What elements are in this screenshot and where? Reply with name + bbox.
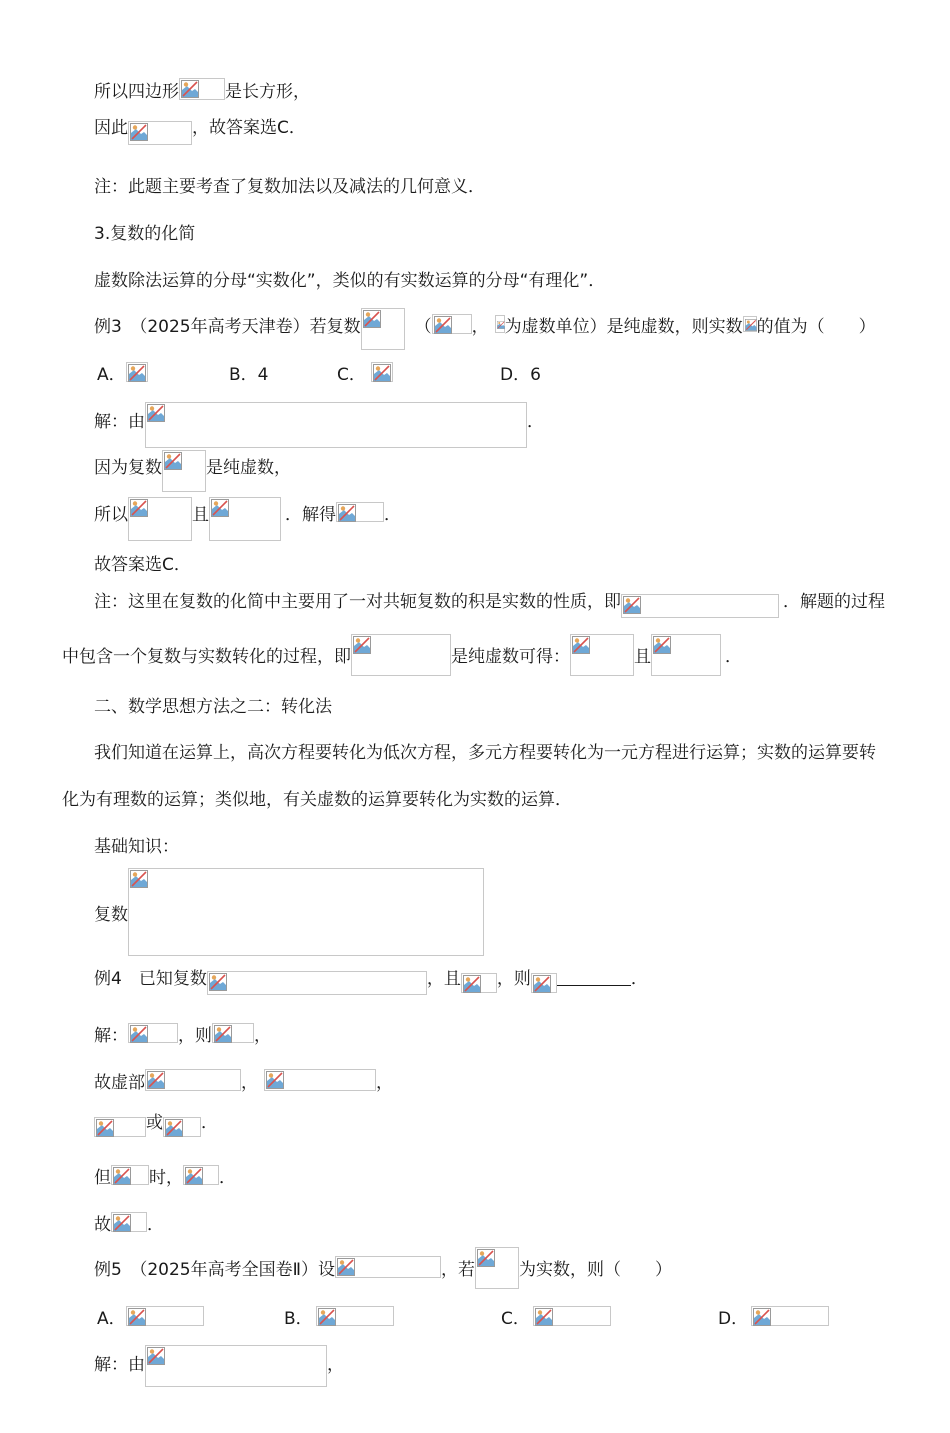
line-1: [94, 75, 310, 103]
text: 且: [192, 504, 209, 525]
text: 例5 （2025年高考全国卷Ⅱ）设: [94, 1259, 335, 1280]
broken-image-icon: [495, 315, 505, 333]
text: 时，: [149, 1167, 183, 1188]
text: 解：: [94, 1025, 128, 1046]
broken-image-icon: [461, 973, 497, 993]
broken-image-icon: [183, 1165, 219, 1185]
text: 因为复数: [94, 457, 162, 478]
option-d-label: D．6: [500, 364, 541, 385]
text: 中包含一个复数与实数转化的过程，即: [62, 646, 351, 667]
text: 解：由: [94, 1354, 145, 1375]
section-heading: [94, 690, 332, 718]
text: ．: [384, 504, 401, 525]
broken-image-icon: [179, 78, 225, 100]
broken-image-icon: [651, 634, 721, 676]
option-b-label: B．: [284, 1308, 313, 1329]
broken-image-icon: [264, 1069, 376, 1091]
text: ，若: [440, 1259, 475, 1280]
example-5-question: [94, 1253, 672, 1281]
basics-heading: [94, 830, 179, 858]
example-4-solution-2: [94, 1066, 393, 1094]
section-heading: [94, 217, 195, 245]
example-3-question: [94, 310, 876, 338]
text: ，: [376, 1072, 393, 1093]
broken-image-icon: [126, 1306, 204, 1326]
option-a-label: A．: [97, 1308, 126, 1329]
broken-image-icon: [128, 868, 484, 956]
text: ．: [725, 646, 742, 667]
text: ．解得: [285, 504, 336, 525]
text: 为虚数单位）是纯虚数，则实数: [504, 316, 743, 337]
line-5: [94, 264, 605, 292]
note-line-2: [62, 640, 742, 668]
solution-line-1: [94, 405, 544, 433]
text: 化为有理数的运算；类似地，有关虚数的运算要转化为实数的运算．: [62, 789, 572, 810]
broken-image-icon: [371, 362, 393, 382]
text: 虚数除法运算的分母“实数化”，类似的有实数运算的分母“有理化”．: [94, 270, 606, 291]
text: 解：由: [94, 411, 145, 432]
broken-image-icon: [475, 1247, 519, 1289]
option-d-label: D．: [718, 1308, 749, 1329]
text: ．: [630, 968, 648, 989]
text: 是纯虚数可得：: [451, 646, 570, 667]
text: 例3 （2025年高考天津卷）若复数: [94, 316, 361, 337]
example-4-solution-3: [94, 1106, 218, 1134]
option-b-label: B．4: [229, 364, 269, 385]
broken-image-icon: [145, 1345, 327, 1387]
text: ．: [219, 1167, 236, 1188]
solution-line-2: [94, 451, 291, 479]
broken-image-icon: [207, 971, 427, 995]
broken-image-icon: [111, 1212, 147, 1232]
text: ，则: [496, 968, 531, 989]
text: 或: [146, 1112, 163, 1133]
text: 因此: [94, 117, 128, 138]
example-5-options: [97, 1302, 837, 1330]
heading-text: 3.复数的化简: [94, 223, 196, 244]
paragraph-line-2: [62, 783, 572, 811]
answer-line: [94, 548, 191, 576]
broken-image-icon: [94, 1117, 146, 1137]
text: 所以: [94, 504, 128, 525]
text: 但: [94, 1167, 111, 1188]
broken-image-icon: [432, 314, 472, 334]
broken-image-icon: [351, 634, 451, 676]
line-3: [94, 170, 485, 198]
broken-image-icon: [743, 316, 757, 332]
heading-text: 二、数学思想方法之二：转化法: [94, 696, 332, 717]
text: （: [414, 316, 432, 337]
text: 的值为（ ）: [756, 316, 876, 337]
text: ，: [241, 1072, 258, 1093]
text: ，: [327, 1354, 344, 1375]
basics-formula: [94, 898, 484, 926]
option-c-label: C．: [501, 1308, 530, 1329]
broken-image-icon: [316, 1306, 394, 1326]
text: 复数: [94, 904, 128, 925]
broken-image-icon: [533, 1306, 611, 1326]
text: 我们知道在运算上，高次方程要转化为低次方程，多元方程要转化为一元方程进行运算；实数的运算要转: [94, 742, 876, 763]
example-4-solution-4: [94, 1161, 236, 1189]
text: ．: [527, 411, 544, 432]
broken-image-icon: [212, 1023, 254, 1043]
broken-image-icon: [335, 1256, 441, 1278]
broken-image-icon: [361, 308, 405, 350]
broken-image-icon: [336, 502, 384, 522]
example-4-question: [94, 962, 648, 990]
broken-image-icon: [111, 1165, 149, 1185]
broken-image-icon: [128, 497, 192, 541]
text: 故: [94, 1214, 111, 1235]
text: 为实数，则（ ）: [518, 1259, 672, 1280]
text: ，故答案选C．: [192, 117, 306, 138]
note-line-1: [94, 585, 885, 613]
text: 且: [634, 646, 651, 667]
line-2: [94, 111, 306, 139]
broken-image-icon: [126, 362, 148, 382]
broken-image-icon: [570, 634, 634, 676]
text: ，且: [426, 968, 461, 989]
answer-blank: [557, 967, 631, 986]
broken-image-icon: [145, 1069, 241, 1091]
paragraph-line-1: [94, 736, 876, 764]
broken-image-icon: [162, 450, 206, 492]
example-5-solution: [94, 1348, 344, 1376]
text: ．: [201, 1112, 218, 1133]
note-text: 注：此题主要考查了复数加法以及减法的几何意义．: [94, 176, 485, 197]
broken-image-icon: [163, 1117, 201, 1137]
example-4-solution-1: [94, 1019, 271, 1047]
broken-image-icon: [145, 402, 527, 448]
text: ，则: [178, 1025, 212, 1046]
option-a-label: A．: [97, 364, 126, 385]
option-c-label: C．: [337, 364, 366, 385]
text: ，: [471, 316, 489, 337]
text: 注：这里在复数的化简中主要用了一对共轭复数的积是实数的性质，即: [94, 591, 621, 612]
solution-line-3: [94, 498, 401, 526]
text: ．解题的过程: [783, 591, 885, 612]
text: 所以四边形: [94, 81, 179, 102]
text: ．: [147, 1214, 164, 1235]
text: 是纯虚数，: [206, 457, 291, 478]
broken-image-icon: [751, 1306, 829, 1326]
example-4-solution-5: [94, 1208, 164, 1236]
text: ，: [254, 1025, 271, 1046]
text: 是长方形，: [225, 81, 310, 102]
text: 例4 已知复数: [94, 968, 207, 989]
text: 故答案选C．: [94, 554, 191, 575]
broken-image-icon: [128, 1023, 178, 1043]
example-3-options: [97, 358, 557, 386]
text: 故虚部: [94, 1072, 145, 1093]
broken-image-icon: [621, 594, 779, 618]
broken-image-icon: [531, 973, 557, 993]
broken-image-icon: [209, 497, 281, 541]
broken-image-icon: [128, 121, 192, 145]
text: 基础知识：: [94, 836, 179, 857]
